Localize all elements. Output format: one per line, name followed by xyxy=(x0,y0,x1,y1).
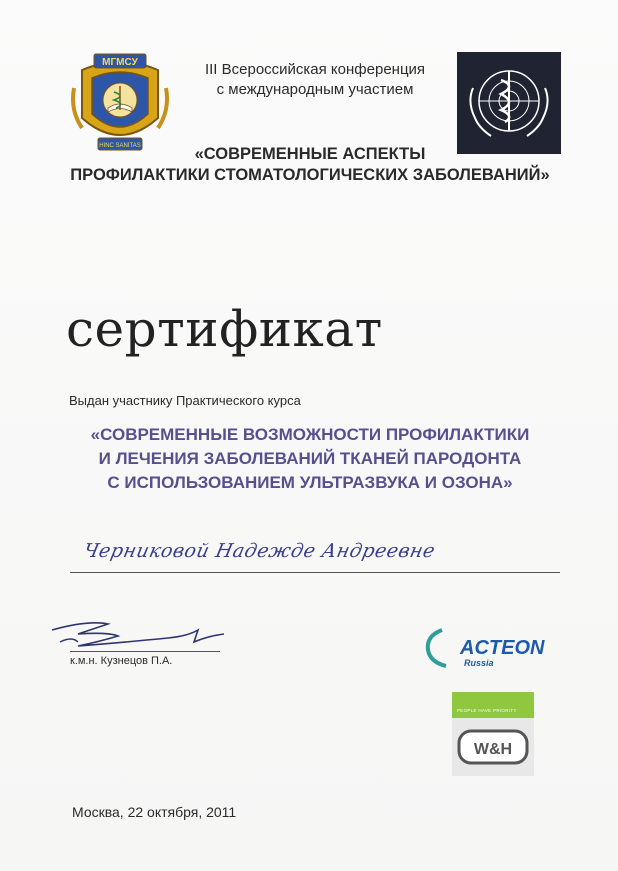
conference-title-line1: «СОВРЕМЕННЫЕ АСПЕКТЫ xyxy=(194,145,426,163)
place-and-date: Москва, 22 октября, 2011 xyxy=(72,804,237,820)
acteon-logo xyxy=(420,622,570,672)
handwritten-signature xyxy=(48,612,228,660)
wh-logo-card xyxy=(452,692,534,776)
recipient-name-underline xyxy=(70,572,560,573)
signer-name: к.м.н. Кузнецов П.А. xyxy=(70,655,173,667)
conference-title-line2: ПРОФИЛАКТИКИ СТОМАТОЛОГИЧЕСКИХ ЗАБОЛЕВАНИЙ» xyxy=(70,166,550,184)
course-title-line1: «СОВРЕМЕННЫЕ ВОЗМОЖНОСТИ ПРОФИЛАКТИКИ xyxy=(90,425,530,444)
mgmsu-crest-logo xyxy=(68,48,172,158)
wh-tagline: PEOPLE HAVE PRIORITY xyxy=(457,708,517,713)
recipient-name-handwritten: Черниковой Надежде Андреевне xyxy=(81,540,438,562)
wh-logo-mark xyxy=(456,728,530,766)
wh-green-band xyxy=(452,692,534,718)
who-emblem-icon xyxy=(457,52,561,154)
crest-banner-text: МГМСУ xyxy=(102,57,138,68)
wh-mark-text: W&H xyxy=(473,741,513,758)
issued-to-label: Выдан участнику Практического курса xyxy=(69,393,301,408)
acteon-name: ACTEON xyxy=(460,637,545,659)
signature-underline xyxy=(70,651,220,652)
conference-edition: III Всероссийская конференция xyxy=(204,61,426,78)
certificate-title: сертификат xyxy=(66,300,383,358)
conference-participation: с международным участием xyxy=(216,81,414,98)
course-title-line2: И ЛЕЧЕНИЯ ЗАБОЛЕВАНИЙ ТКАНЕЙ ПАРОДОНТА xyxy=(98,449,522,468)
course-title-line3: С ИСПОЛЬЗОВАНИЕМ УЛЬТРАЗВУКА И ОЗОНА» xyxy=(107,473,513,492)
acteon-region: Russia xyxy=(464,658,494,668)
crest-motto-text: HINC SANITAS xyxy=(99,143,141,149)
